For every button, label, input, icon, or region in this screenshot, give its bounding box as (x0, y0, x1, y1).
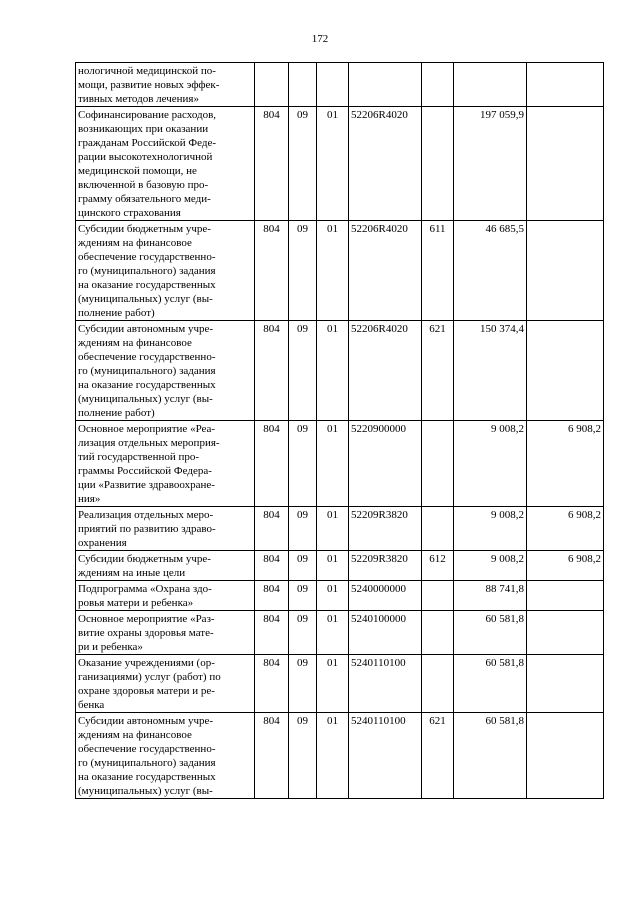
amount-cell: 60 581,8 (454, 611, 527, 655)
federal-amount-cell (527, 321, 604, 421)
expense-name-line: охранения (78, 537, 127, 549)
expense-name-line: охране здоровья матери и ре- (78, 685, 215, 697)
expense-name-line: (муниципальных) услуг (вы- (78, 393, 213, 405)
section-code-cell: 09 (289, 107, 317, 221)
subsection-code-cell: 01 (317, 551, 349, 581)
expense-name-line: полнение работ) (78, 407, 155, 419)
expense-name-line: на оказание государственных (78, 771, 216, 783)
expense-name-cell (76, 421, 255, 507)
amount-cell: 150 374,4 (454, 321, 527, 421)
target-article-cell: 5220900000 (349, 421, 422, 507)
expense-name-cell (76, 63, 255, 107)
amount-cell: 197 059,9 (454, 107, 527, 221)
federal-amount-cell (527, 655, 604, 713)
amount-cell: 88 741,8 (454, 581, 527, 611)
section-code-cell: 09 (289, 507, 317, 551)
expense-name-line: грамму обязательного меди- (78, 193, 211, 205)
expense-name-line: ганизациями) услуг (работ) по (78, 671, 221, 683)
expense-name-line: тий государственной про- (78, 451, 200, 463)
subsection-code-cell: 01 (317, 655, 349, 713)
federal-amount-cell: 6 908,2 (527, 421, 604, 507)
expense-name-cell (76, 655, 255, 713)
expense-name-line: Субсидии бюджетным учре- (78, 553, 211, 565)
page-number: 172 (311, 33, 329, 45)
federal-amount-cell (527, 63, 604, 107)
subsection-code-cell: 01 (317, 581, 349, 611)
section-code-cell: 09 (289, 581, 317, 611)
table-row (76, 713, 604, 799)
expense-type-cell (422, 421, 454, 507)
subsection-code-cell: 01 (317, 221, 349, 321)
amount-cell: 9 008,2 (454, 507, 527, 551)
amount-cell: 9 008,2 (454, 551, 527, 581)
expense-name-line: Субсидии автономным учре- (78, 715, 214, 727)
expense-name-line: на оказание государственных (78, 379, 216, 391)
section-code-cell: 09 (289, 321, 317, 421)
expense-name-line: возникающих при оказании (78, 123, 209, 135)
expense-name-cell (76, 551, 255, 581)
ministry-code-cell: 804 (255, 581, 289, 611)
expense-name-line: витие охраны здоровья мате- (78, 627, 214, 639)
target-article-cell: 52206R4020 (349, 221, 422, 321)
federal-amount-cell (527, 221, 604, 321)
ministry-code-cell: 804 (255, 507, 289, 551)
expense-name-line: Оказание учреждениями (ор- (78, 657, 215, 669)
expense-name-line: ния» (78, 493, 101, 505)
expense-name-line: тивных методов лечения» (78, 93, 199, 105)
expense-name-line: (муниципальных) услуг (вы- (78, 293, 213, 305)
section-code-cell (289, 63, 317, 107)
subsection-code-cell: 01 (317, 421, 349, 507)
expense-name-line: на оказание государственных (78, 279, 216, 291)
table-row (76, 507, 604, 551)
expense-name-line: мощи, развитие новых эффек- (78, 79, 220, 91)
expense-name-line: приятий по развитию здраво- (78, 523, 216, 535)
ministry-code-cell: 804 (255, 611, 289, 655)
amount-cell: 9 008,2 (454, 421, 527, 507)
expense-name-line: ждениям на финансовое (78, 729, 192, 741)
subsection-code-cell: 01 (317, 611, 349, 655)
expense-name-line: Основное мероприятие «Раз- (78, 613, 215, 625)
ministry-code-cell: 804 (255, 221, 289, 321)
expense-type-cell (422, 63, 454, 107)
expense-name-line: цинского страхования (78, 207, 181, 219)
ministry-code-cell: 804 (255, 551, 289, 581)
expense-name-line: включенной в базовую про- (78, 179, 209, 191)
section-code-cell: 09 (289, 611, 317, 655)
expense-name-line: ждениям на финансовое (78, 237, 192, 249)
expense-name-line: ри и ребенка» (78, 641, 143, 653)
expense-name-line: Подпрограмма «Охрана здо- (78, 583, 212, 595)
expense-name-line: Софинансирование расходов, (78, 109, 217, 121)
table-row (76, 655, 604, 713)
federal-amount-cell (527, 713, 604, 799)
expense-type-cell (422, 611, 454, 655)
expense-type-cell (422, 107, 454, 221)
target-article-cell: 5240100000 (349, 611, 422, 655)
target-article-cell: 5240110100 (349, 713, 422, 799)
amount-cell: 60 581,8 (454, 655, 527, 713)
budget-table (75, 62, 604, 799)
federal-amount-cell (527, 581, 604, 611)
section-code-cell: 09 (289, 421, 317, 507)
target-article-cell: 5240110100 (349, 655, 422, 713)
table-row (76, 421, 604, 507)
table-row (76, 107, 604, 221)
target-article-cell: 52206R4020 (349, 321, 422, 421)
expense-type-cell (422, 507, 454, 551)
section-code-cell: 09 (289, 221, 317, 321)
federal-amount-cell (527, 107, 604, 221)
table-row (76, 611, 604, 655)
expense-name-line: Субсидии автономным учре- (78, 323, 214, 335)
table-row (76, 551, 604, 581)
expense-name-line: (муниципальных) услуг (вы- (78, 785, 213, 797)
subsection-code-cell: 01 (317, 321, 349, 421)
target-article-cell: 52206R4020 (349, 107, 422, 221)
expense-name-cell (76, 321, 255, 421)
target-article-cell (349, 63, 422, 107)
expense-name-line: бенка (78, 699, 105, 711)
expense-name-line: Субсидии бюджетным учре- (78, 223, 211, 235)
expense-type-cell (422, 581, 454, 611)
target-article-cell: 52209R3820 (349, 507, 422, 551)
federal-amount-cell: 6 908,2 (527, 507, 604, 551)
expense-name-line: медицинской помощи, не (78, 165, 197, 177)
expense-name-line: обеспечение государственно- (78, 351, 216, 363)
expense-name-cell (76, 221, 255, 321)
ministry-code-cell (255, 63, 289, 107)
expense-name-line: ждениям на финансовое (78, 337, 192, 349)
section-code-cell: 09 (289, 551, 317, 581)
expense-name-line: обеспечение государственно- (78, 251, 216, 263)
subsection-code-cell: 01 (317, 107, 349, 221)
section-code-cell: 09 (289, 655, 317, 713)
table-row (76, 63, 604, 107)
ministry-code-cell: 804 (255, 655, 289, 713)
subsection-code-cell (317, 63, 349, 107)
expense-type-cell (422, 655, 454, 713)
subsection-code-cell: 01 (317, 713, 349, 799)
expense-name-line: ции «Развитие здравоохране- (78, 479, 215, 491)
amount-cell (454, 63, 527, 107)
expense-name-line: Реализация отдельных меро- (78, 509, 214, 521)
expense-name-line: Основное мероприятие «Реа- (78, 423, 216, 435)
target-article-cell: 5240000000 (349, 581, 422, 611)
expense-name-cell (76, 611, 255, 655)
expense-name-line: гражданам Российской Феде- (78, 137, 216, 149)
expense-name-cell (76, 507, 255, 551)
amount-cell: 60 581,8 (454, 713, 527, 799)
ministry-code-cell: 804 (255, 321, 289, 421)
federal-amount-cell (527, 611, 604, 655)
ministry-code-cell: 804 (255, 107, 289, 221)
table-body (76, 63, 604, 799)
expense-name-cell (76, 581, 255, 611)
expense-name-line: полнение работ) (78, 307, 155, 319)
expense-type-cell: 611 (422, 221, 454, 321)
subsection-code-cell: 01 (317, 507, 349, 551)
expense-type-cell: 621 (422, 713, 454, 799)
expense-type-cell: 621 (422, 321, 454, 421)
expense-name-cell (76, 713, 255, 799)
expense-type-cell: 612 (422, 551, 454, 581)
ministry-code-cell: 804 (255, 421, 289, 507)
section-code-cell: 09 (289, 713, 317, 799)
expense-name-line: обеспечение государственно- (78, 743, 216, 755)
expense-name-line: ждениям на иные цели (78, 567, 186, 579)
amount-cell: 46 685,5 (454, 221, 527, 321)
expense-name-line: рации высокотехнологичной (78, 151, 213, 163)
federal-amount-cell: 6 908,2 (527, 551, 604, 581)
expense-name-line: го (муниципального) задания (78, 757, 216, 769)
expense-name-line: граммы Российской Федера- (78, 465, 212, 477)
expense-name-line: лизация отдельных мероприя- (78, 437, 220, 449)
table-row (76, 221, 604, 321)
table-row (76, 581, 604, 611)
expense-name-line: нологичной медицинской по- (78, 65, 216, 77)
expense-name-line: ровья матери и ребенка» (78, 597, 194, 609)
expense-name-line: го (муниципального) задания (78, 365, 216, 377)
ministry-code-cell: 804 (255, 713, 289, 799)
table-row (76, 321, 604, 421)
expense-name-cell (76, 107, 255, 221)
expense-name-line: го (муниципального) задания (78, 265, 216, 277)
target-article-cell: 52209R3820 (349, 551, 422, 581)
